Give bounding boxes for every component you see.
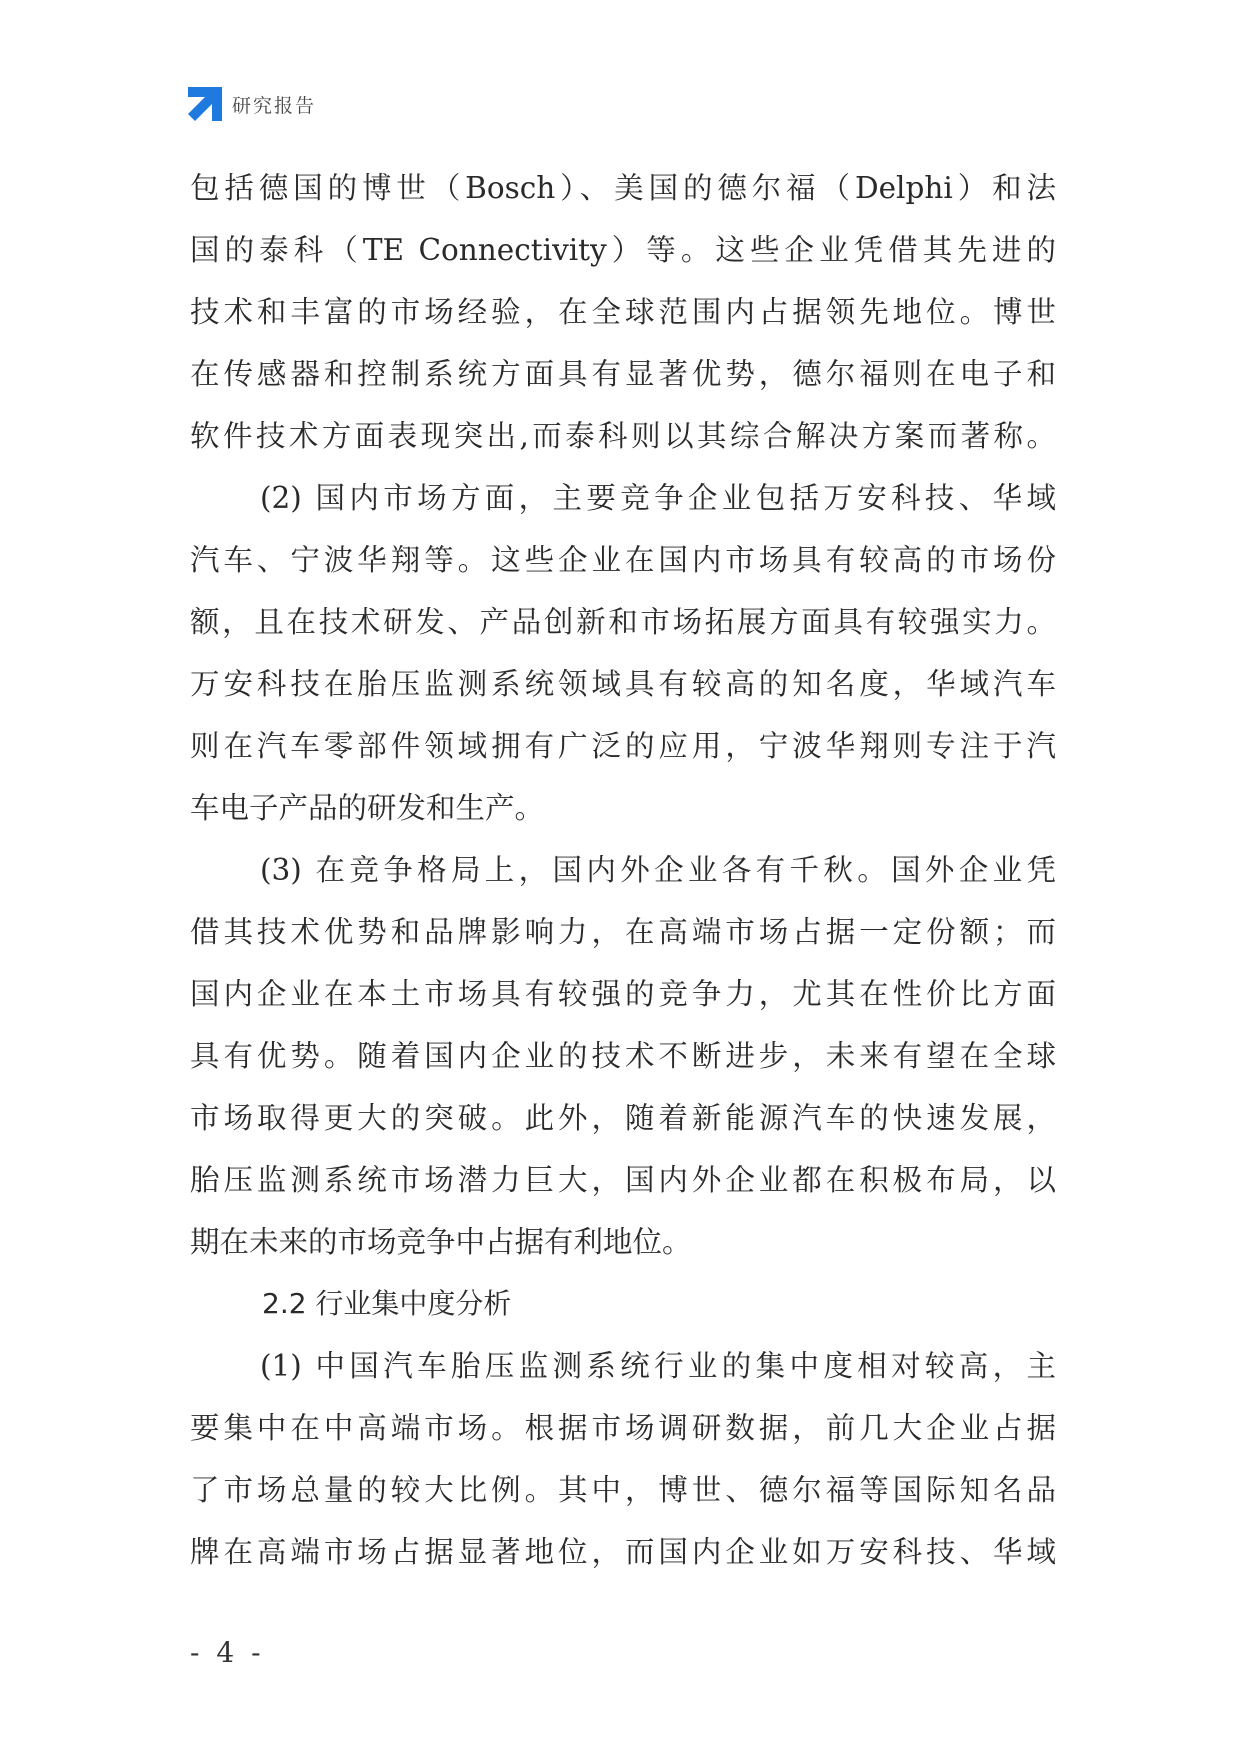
paragraph-line: 具有优势。随着国内企业的技术不断进步，未来有望在全球 bbox=[190, 1039, 1056, 1073]
paragraph-line: 市场取得更大的突破。此外，随着新能源汽车的快速发展， bbox=[190, 1101, 1056, 1135]
paragraph-line: 技术和丰富的市场经验，在全球范围内占据领先地位。博世 bbox=[190, 295, 1056, 329]
paragraph-line: 借其技术优势和品牌影响力，在高端市场占据一定份额；而 bbox=[190, 915, 1056, 949]
header-title: 研究报告 bbox=[232, 94, 317, 117]
paragraph-line: 汽车、宁波华翔等。这些企业在国内市场具有较高的市场份 bbox=[190, 543, 1056, 577]
page-header bbox=[188, 86, 316, 122]
paragraph-line: 万安科技在胎压监测系统领域具有较高的知名度，华域汽车 bbox=[190, 667, 1056, 701]
paragraph-line: 包括德国的博世（Bosch）、美国的德尔福（Delphi）和法 bbox=[190, 171, 1056, 205]
paragraph-line: 要集中在中高端市场。根据市场调研数据，前几大企业占据 bbox=[190, 1411, 1056, 1445]
paragraph-line: 车电子产品的研发和生产。 bbox=[190, 791, 545, 825]
paragraph-line: (2) 国内市场方面，主要竞争企业包括万安科技、华域 bbox=[260, 481, 1056, 515]
paragraph-line: 牌在高端市场占据显著地位，而国内企业如万安科技、华域 bbox=[190, 1535, 1056, 1569]
paragraph-line: 了市场总量的较大比例。其中，博世、德尔福等国际知名品 bbox=[190, 1473, 1056, 1507]
paragraph-line: 软件技术方面表现突出,而泰科则以其综合解决方案而著称。 bbox=[190, 419, 1056, 453]
arrow-logo-icon bbox=[188, 87, 222, 121]
paragraph-line: 额，且在技术研发、产品创新和市场拓展方面具有较强实力。 bbox=[190, 605, 1056, 639]
paragraph-line: 期在未来的市场竞争中占据有利地位。 bbox=[190, 1225, 692, 1259]
document-body bbox=[190, 157, 1056, 1583]
paragraph-line: 胎压监测系统市场潜力巨大，国内外企业都在积极布局，以 bbox=[190, 1163, 1056, 1197]
paragraph-line: (3) 在竞争格局上，国内外企业各有千秋。国外企业凭 bbox=[260, 853, 1056, 887]
section-heading: 2.2 行业集中度分析 bbox=[262, 1287, 512, 1320]
paragraph-line: 国的泰科（TE Connectivity）等。这些企业凭借其先进的 bbox=[190, 233, 1056, 267]
paragraph-line: 则在汽车零部件领域拥有广泛的应用，宁波华翔则专注于汽 bbox=[190, 729, 1056, 763]
paragraph-line: 国内企业在本土市场具有较强的竞争力，尤其在性价比方面 bbox=[190, 977, 1056, 1011]
page-number: - 4 - bbox=[190, 1636, 265, 1669]
paragraph-line: (1) 中国汽车胎压监测系统行业的集中度相对较高，主 bbox=[260, 1349, 1056, 1383]
paragraph-line: 在传感器和控制系统方面具有显著优势，德尔福则在电子和 bbox=[190, 357, 1056, 391]
